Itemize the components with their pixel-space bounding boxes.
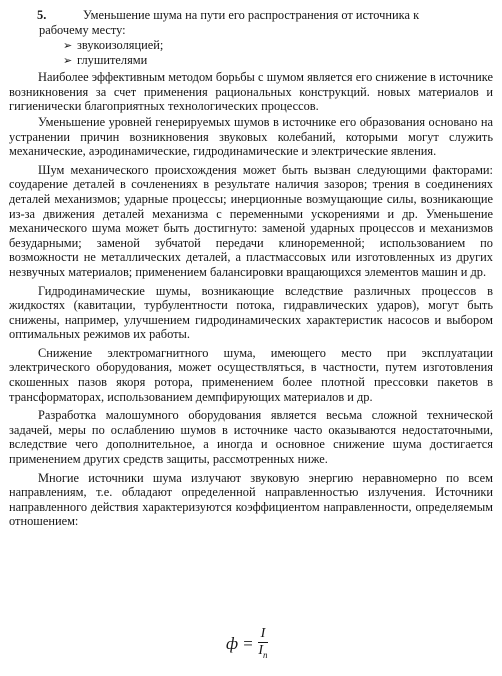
formula-denominator-sub: п: [262, 649, 268, 660]
formula-numerator: I: [258, 626, 269, 643]
formula-symbol: ф: [226, 634, 239, 654]
formula-equals: =: [242, 634, 254, 654]
bullet-list: [9, 38, 493, 70]
bullet-item: [63, 53, 493, 69]
section-title: Уменьшение шума на пути его распространения от источника к: [83, 8, 420, 22]
section-title-continuation: рабочему месту:: [39, 22, 126, 37]
formula-fraction: [258, 626, 269, 663]
bullet-text: глушителями: [77, 53, 148, 68]
section-heading: [9, 8, 493, 23]
formula-denominator-main: I: [258, 643, 263, 658]
paragraph-mechanical-noise: Шум механического происхождения может быть вызван следующими факторами: соударение деталей в сочленениях в результате наличия зазоров; трения в соединениях деталей механизмов; ударные процессы; инерционные возмущающие силы, возникающие из-за движения деталей механизма с переменными ускорениями и др. Уменьшение механического шума может быть достигнуто: заменой ударных процессов и механизмов безударными; заменой зубчатой передачи клиноременной; использованием по возможности не металлических деталей, а пластмассовых или изготовленных из других незвучных материалов; применением балансировки вращающихся элементов машин и др.: [9, 162, 493, 279]
paragraph-hydrodynamic-noise: Гидродинамические шумы, возникающие вследствие различных процессов в жидкостях (кавитации, турбулентности потока, гидравлических ударов), могут быть снижены, например, улучшением гидродинамических характеристик насосов и выбором оптимальных режимов их работы.: [9, 283, 493, 342]
paragraph-directivity: Многие источники шума излучают звуковую энергию неравномерно по всем направлениям, т.е. обладают определенной направленностью излучения. Источники направленного действия характеризуются коэффициентом направленности, определяемым отношением:: [9, 470, 493, 529]
paragraph-source-noise: Уменьшение уровней генерируемых шумов в источнике его образования основано на устранении причин возникновения звуковых колебаний, которыми могут служить механические, аэродинамические, гидродинамические и электрические явления.: [9, 114, 493, 159]
paragraph-low-noise-equipment: Разработка малошумного оборудования является весьма сложной технической задачей, меры по ослаблению шумов в источнике часто оказываются недостаточными, вследствие чего дополнительное, а иногда и основное снижение шума достигается применением других средств защиты, рассмотренных ниже.: [9, 408, 493, 467]
bullet-item: [63, 38, 493, 54]
paragraph-effective-method: Наиболее эффективным методом борьбы с шумом является его снижение в источнике возникновения за счет применения рациональных конструкций. новых материалов и гигиенически благоприятных технологических процессов.: [9, 70, 493, 114]
formula-denominator: [258, 643, 267, 663]
directivity-formula: [226, 626, 268, 663]
paragraph-electromagnetic-noise: Снижение электромагнитного шума, имеющего место при эксплуатации электрического оборудования, может осуществляться, в частности, путем изготовления скошенных пазов якоря ротора, применением более плотной прессовки пакетов в трансформаторах, использованием демпфирующих материалов и др.: [9, 345, 493, 404]
section-number: 5.: [37, 8, 47, 22]
bullet-text: звукоизоляцией;: [77, 37, 164, 52]
